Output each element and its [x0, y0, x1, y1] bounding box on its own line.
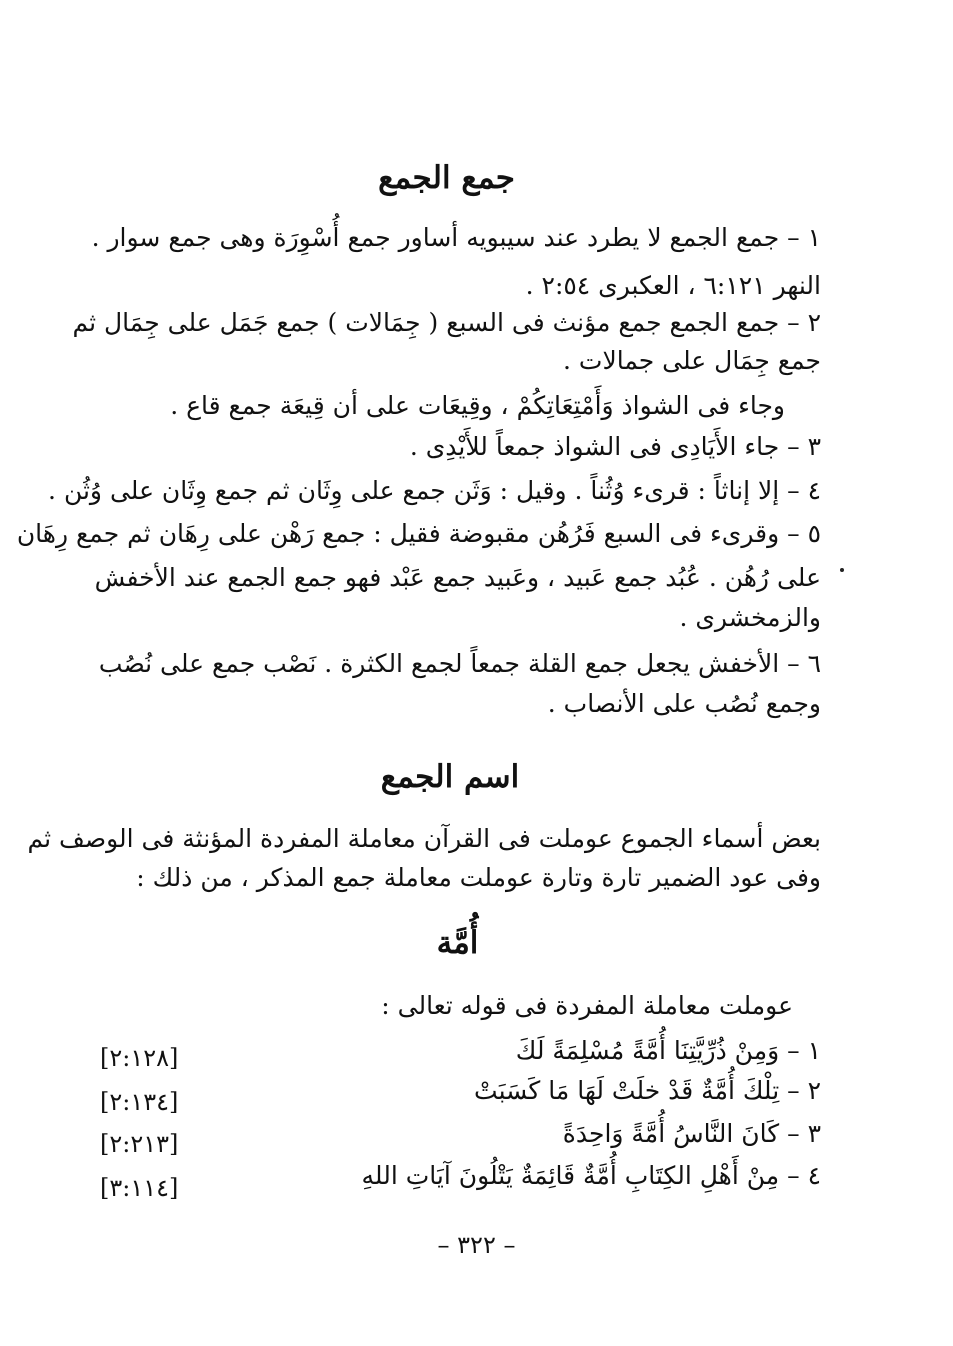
text-line: ٢ – جمع الجمع جمع مؤنث فى السبع ( جِمَالات ) جمع جَمَل على جِمَال ثم: [72, 308, 821, 337]
verse-reference: [٢:٢١٣]: [100, 1130, 179, 1158]
text-line: جمع جِمَال على جمالات .: [563, 346, 821, 375]
section-title-umma: أُمَّة: [436, 925, 479, 961]
verse-reference: [٣:١١٤]: [100, 1174, 179, 1202]
text-line: وجمع نُصُب على الأنصاب .: [547, 689, 821, 718]
section-title-plural-of-plural: جمع الجمع: [378, 160, 515, 196]
text-line: ٥ – وقرىء فى السبع فَرُهُن مقبوضة فقيل : جمع رَهْن على رِهَان ثم جمع رِهَان: [16, 519, 821, 548]
text-line: وفى عود الضمير تارة وتارة عوملت معاملة جمع المذكر ، من ذلك :: [136, 863, 821, 892]
text-line: بعض أسماء الجموع عوملت فى القرآن معاملة المفردة المؤنثة فى الوصف ثم: [27, 824, 821, 853]
page-number: – ٣٢٢ –: [437, 1231, 516, 1259]
verse-line: ١ – وَمِنْ ذُرِّيَّتِنَا أُمَّةً مُسْلِمَةً لَكَ: [515, 1036, 821, 1065]
text-line: النهر ٦:١٢١ ، العكبرى ٢:٥٤ .: [525, 271, 821, 300]
verse-line: ٢ – تِلْكَ أُمَّةٌ قَدْ خلَتْ لَهَا مَا كَسَبَتْ: [474, 1076, 821, 1105]
text-line: على رُهُن . عُبُد جمع عَبيد ، وعَبيد جمع عَبْد فهو جمع الجمع عند الأخفش: [94, 563, 821, 592]
text-line: ٤ – إلا إناثاً : قرىء وُثُناً . وقيل : وَثَن جمع على وِثَان ثم جمع وِثَان على وُثُن .: [48, 476, 821, 505]
text-line: ١ – جمع الجمع لا يطرد عند سيبويه أساور جمع أُسْوِرَة وهى جمع سوار .: [91, 223, 821, 252]
text-line: والزمخشرى .: [679, 603, 821, 632]
verse-line: ٤ – مِنْ أَهْلِ الكِتَابِ أُمَّةٌ قَائِمَةٌ يَتْلُونَ آيَاتِ اللهِ: [361, 1161, 821, 1190]
verse-line: ٣ – كَانَ النَّاسُ أُمَّةً وَاحِدَةً: [562, 1119, 821, 1148]
text-line: ٣ – جاء الأَيَادِى فى الشواذ جمعاً للأَيْدِى .: [409, 432, 821, 461]
ink-dot: [840, 568, 844, 572]
text-line: وجاء فى الشواذ وَأَمْتِعَاتِكُمْ ، وقِيعَات على أن قِيعَة جمع قاع .: [170, 391, 785, 420]
section-title-collective-noun: اسم الجمع: [380, 759, 520, 795]
intro-line: عوملت معاملة المفردة فى قوله تعالى :: [381, 991, 793, 1020]
text-line: ٦ – الأخفش يجعل جمع القلة جمعاً لجمع الكثرة . نَصْب جمع على نُصُب: [98, 649, 821, 678]
verse-reference: [٢:١٢٨]: [100, 1044, 179, 1072]
verse-reference: [٢:١٣٤]: [100, 1088, 179, 1116]
